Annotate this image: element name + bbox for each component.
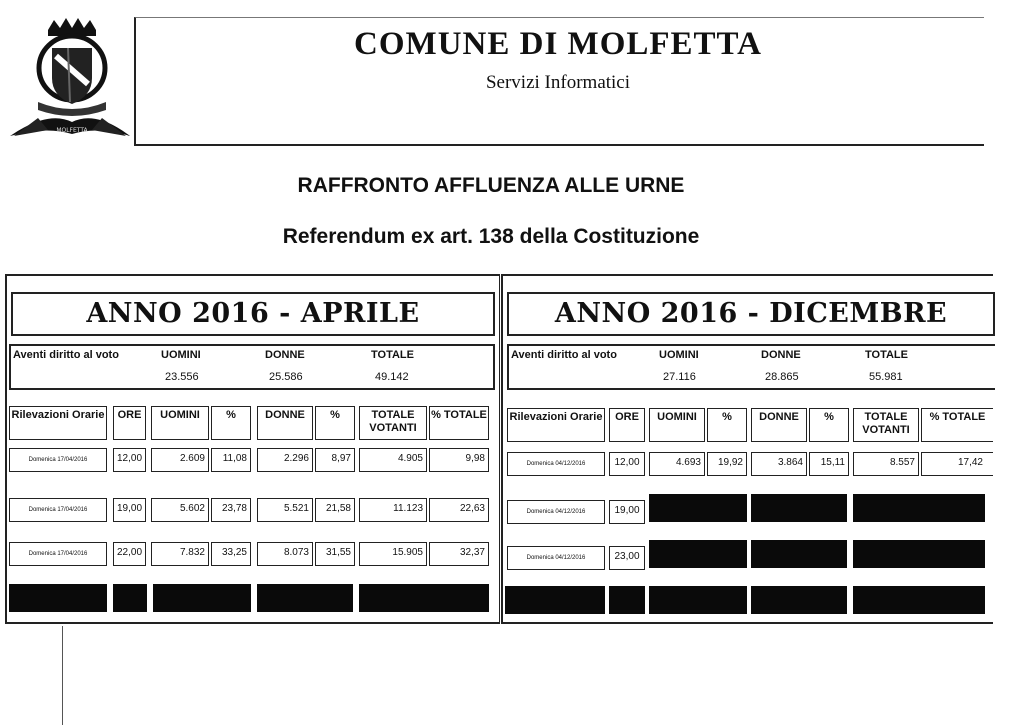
row-totale: 15.905 (359, 542, 427, 566)
voters-total-header: TOTALE (865, 349, 908, 361)
row-totale: 8.557 (853, 452, 919, 476)
redacted-block (257, 584, 353, 612)
row-pct-totale: 32,37 (429, 542, 489, 566)
redacted-block (609, 586, 645, 614)
voters-total-header: TOTALE (371, 349, 414, 361)
row-pct-donne: 8,97 (315, 448, 355, 472)
margin-line (62, 626, 63, 725)
redacted-block (853, 540, 985, 568)
redacted-block (113, 584, 147, 612)
redacted-block (649, 494, 747, 522)
panel-dicembre (501, 274, 993, 624)
row-donne: 5.521 (257, 498, 313, 522)
voters-men-header: UOMINI (161, 349, 201, 361)
row-pct-donne: 21,58 (315, 498, 355, 522)
row-pct-donne: 15,11 (809, 452, 849, 476)
redacted-block (649, 586, 747, 614)
document-subtitle: Referendum ex art. 138 della Costituzione (282, 225, 700, 248)
row-pct-uomini: 11,08 (211, 448, 251, 472)
department-name: Servizi Informatici (485, 72, 631, 93)
row-uomini: 7.832 (151, 542, 209, 566)
redacted-block (751, 540, 847, 568)
row-date: Domenica 04/12/2016 (507, 500, 605, 524)
row-date: Domenica 17/04/2016 (9, 448, 107, 472)
crest-motto: MOLFETTA (56, 127, 88, 134)
row-ore: 19,00 (609, 500, 645, 524)
municipal-crest-icon (8, 18, 132, 138)
row-date: Domenica 04/12/2016 (507, 452, 605, 476)
row-totale: 4.905 (359, 448, 427, 472)
redacted-block (9, 584, 107, 612)
row-date: Domenica 04/12/2016 (507, 546, 605, 570)
eligible-voters-label: Aventi diritto al voto (511, 349, 617, 361)
col-header-pct-uomini: % (211, 406, 251, 440)
row-ore: 12,00 (113, 448, 146, 472)
col-header-pct-donne: % (315, 406, 355, 440)
row-pct-uomini: 19,92 (707, 452, 747, 476)
col-header-totale-votanti: TOTALE VOTANTI (359, 406, 427, 440)
voters-women-value: 28.865 (765, 371, 799, 383)
redacted-block (649, 540, 747, 568)
row-pct-totale: 22,63 (429, 498, 489, 522)
redacted-block (853, 586, 985, 614)
row-ore: 19,00 (113, 498, 146, 522)
row-uomini: 4.693 (649, 452, 705, 476)
city-name: COMUNE DI MOLFETTA (354, 26, 762, 62)
col-header-uomini: UOMINI (151, 406, 209, 440)
col-header-uomini: UOMINI (649, 408, 705, 442)
col-header-ore: ORE (113, 406, 146, 440)
row-pct-totale: 17,42 (921, 452, 993, 476)
col-header-totale-votanti: TOTALE VOTANTI (853, 408, 919, 442)
banner-aprile: ANNO 2016 - APRILE (11, 292, 495, 336)
row-totale: 11.123 (359, 498, 427, 522)
eligible-voters-aprile (9, 344, 495, 390)
col-header-rilevazioni: Rilevazioni Orarie (507, 408, 605, 442)
col-header-donne: DONNE (257, 406, 313, 440)
voters-men-header: UOMINI (659, 349, 699, 361)
col-header-ore: ORE (609, 408, 645, 442)
panel-aprile (5, 274, 500, 624)
col-header-rilevazioni: Rilevazioni Orarie (9, 406, 107, 440)
row-donne: 8.073 (257, 542, 313, 566)
banner-dicembre: ANNO 2016 - DICEMBRE (507, 292, 995, 336)
voters-total-value: 49.142 (375, 371, 409, 383)
redacted-block (359, 584, 489, 612)
redacted-block (751, 586, 847, 614)
voters-women-header: DONNE (761, 349, 801, 361)
eligible-voters-label: Aventi diritto al voto (13, 349, 119, 361)
row-ore: 12,00 (609, 452, 645, 476)
row-uomini: 5.602 (151, 498, 209, 522)
eligible-voters-dicembre (507, 344, 995, 390)
redacted-block (153, 584, 251, 612)
redacted-block (505, 586, 605, 614)
row-date: Domenica 17/04/2016 (9, 498, 107, 522)
row-date: Domenica 17/04/2016 (9, 542, 107, 566)
col-header-pct-donne: % (809, 408, 849, 442)
voters-men-value: 23.556 (165, 371, 199, 383)
row-ore: 23,00 (609, 546, 645, 570)
row-pct-uomini: 33,25 (211, 542, 251, 566)
document-title: RAFFRONTO AFFLUENZA ALLE URNE (297, 174, 685, 197)
row-pct-uomini: 23,78 (211, 498, 251, 522)
col-header-pct-totale: % TOTALE (429, 406, 489, 440)
row-pct-donne: 31,55 (315, 542, 355, 566)
col-header-donne: DONNE (751, 408, 807, 442)
redacted-block (853, 494, 985, 522)
col-header-pct-totale: % TOTALE (921, 408, 993, 442)
redacted-block (751, 494, 847, 522)
col-header-pct-uomini: % (707, 408, 747, 442)
row-uomini: 2.609 (151, 448, 209, 472)
voters-women-value: 25.586 (269, 371, 303, 383)
voters-total-value: 55.981 (869, 371, 903, 383)
row-donne: 2.296 (257, 448, 313, 472)
row-donne: 3.864 (751, 452, 807, 476)
row-ore: 22,00 (113, 542, 146, 566)
voters-men-value: 27.116 (663, 371, 696, 383)
voters-women-header: DONNE (265, 349, 305, 361)
row-pct-totale: 9,98 (429, 448, 489, 472)
